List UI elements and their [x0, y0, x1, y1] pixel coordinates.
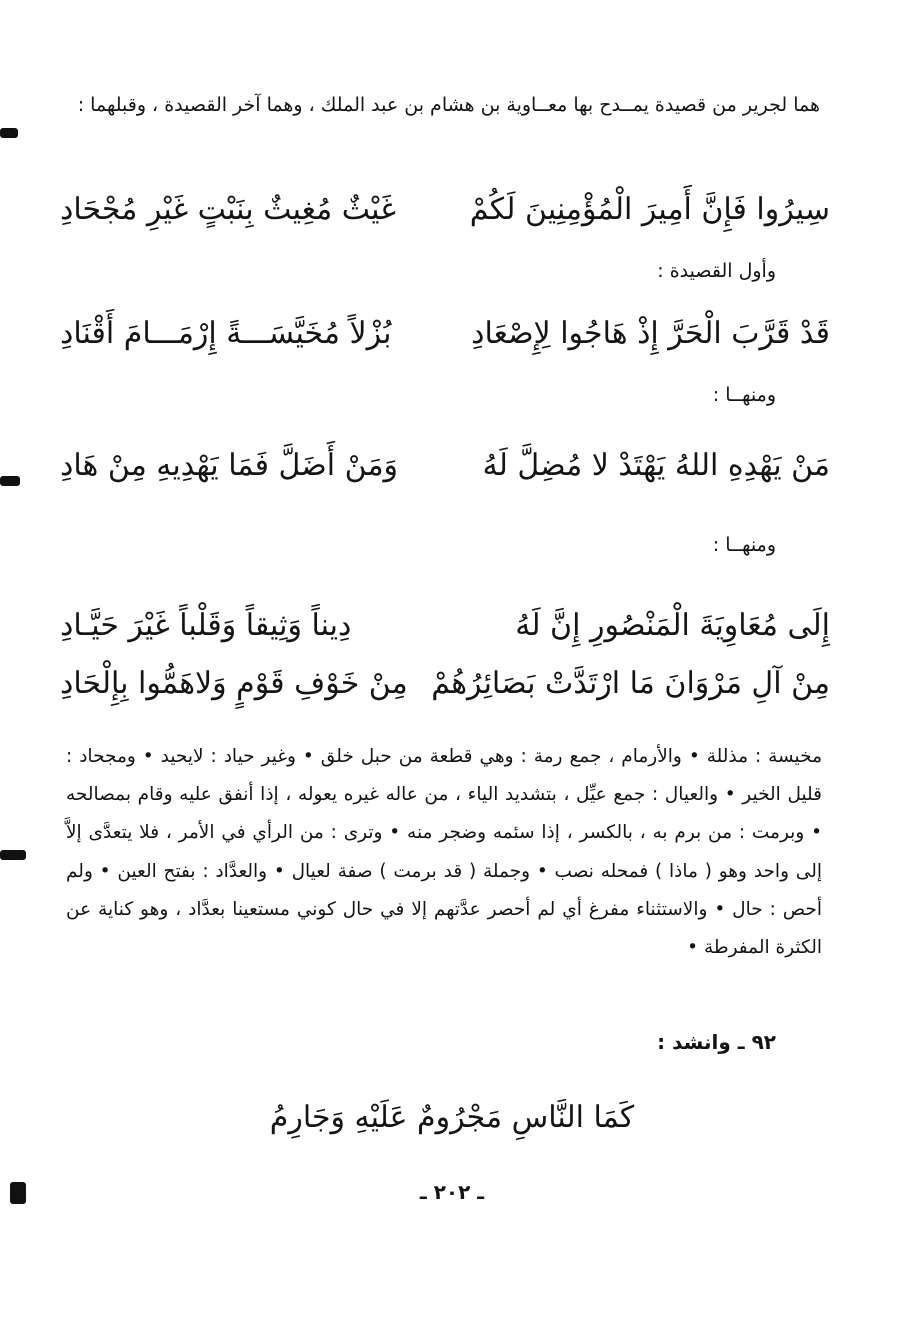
page-number: ـ ٢٠٢ ـ — [419, 1180, 485, 1204]
verse-3-first-hemistich: مَنْ يَهْدِهِ اللهُ يَهْتَدْ لا مُضِلَّ لَهُ — [482, 448, 830, 483]
from-it-label: ومنهــا : — [712, 384, 776, 406]
verse-line-2 — [60, 306, 830, 362]
verse-1-first-hemistich: سِيرُوا فَإِنَّ أَمِيرَ الْمُؤْمِنِينَ لَكُمْ — [469, 192, 830, 227]
scan-edge-mark — [0, 128, 18, 138]
verse-5-first-hemistich: مِنْ آلِ مَرْوَانَ مَا ارْتَدَّتْ بَصَائِرُهُمْ — [431, 666, 830, 701]
verse-line-3 — [60, 438, 830, 494]
verse-line-4 — [60, 598, 830, 654]
verse-2-first-hemistich: قَدْ قَرَّبَ الْحَرَّ إِذْ هَاجُوا لِإِصْعَادِ — [471, 316, 830, 351]
scan-edge-mark — [0, 850, 26, 860]
verse-line-5 — [60, 656, 830, 712]
verse-line-1 — [60, 182, 830, 238]
verse-4-second-hemistich: دِيناً وَثِيقاً وَقَلْباً غَيْرَ حَيَّـادِ — [60, 608, 352, 643]
verse-2-second-hemistich: بُزْلاً مُخَيَّسَـــةً إِرْمَـــامَ أَقْنَادِ — [60, 316, 392, 351]
opening-label: وأول القصيدة : — [657, 260, 776, 282]
verse-4-first-hemistich: إِلَى مُعَاوِيَةَ الْمَنْصُورِ إِنَّ لَهُ — [515, 608, 830, 643]
from-it-label: ومنهــا : — [712, 534, 776, 556]
citation-number: ٩٢ ـ وانشد : — [657, 1030, 776, 1054]
final-verse: كَمَا النَّاسِ مَجْرُومٌ عَلَيْهِ وَجَارِمُ — [269, 1100, 635, 1135]
verse-3-second-hemistich: وَمَنْ أَضَلَّ فَمَا يَهْدِيهِ مِنْ هَادِ — [60, 448, 399, 483]
intro-paragraph: هما لجرير من قصيدة يمــدح بها معــاوية بن هشام بن عبد الملك ، وهما آخر القصيدة ، وقبلهما : — [77, 94, 820, 116]
gloss-paragraph: مخيسة : مذللة • والأرمام ، جمع رمة : وهي قطعة من حبل خلق • وغير حياد : لايحيد • ومجحاد : قليل الخير • والعيال : جمع عيِّل ، بتشديد الياء ، من عاله غيره يعوله ، إذا أنفق عليه وقام بمصالحه • وبرمت : من برم به ، بالكسر ، إذا سئمه وضجر منه • وترى : من الرأي في الأمر ، فلا يتعدَّى إلاَّ إلى واحد وهو ( ماذا ) فمحله نصب • وجملة ( قد برمت ) صفة لعيال • والعدَّاد : بفتح العين • ولم أحص : حال • والاستثناء مفرغ أي لم أحصر عدَّتهم إلا في حال كوني مستعينا بعدَّاد ، وهو كناية عن الكثرة المفرطة • — [66, 746, 822, 959]
verse-1-second-hemistich: غَيْثٌ مُغِيثٌ بِنَبْتٍ غَيْرِ مُجْحَادِ — [60, 192, 396, 227]
scan-edge-mark — [0, 476, 20, 486]
verse-5-second-hemistich: مِنْ خَوْفِ قَوْمٍ وَلاهَمُّوا بِإِلْحَادِ — [60, 666, 408, 701]
